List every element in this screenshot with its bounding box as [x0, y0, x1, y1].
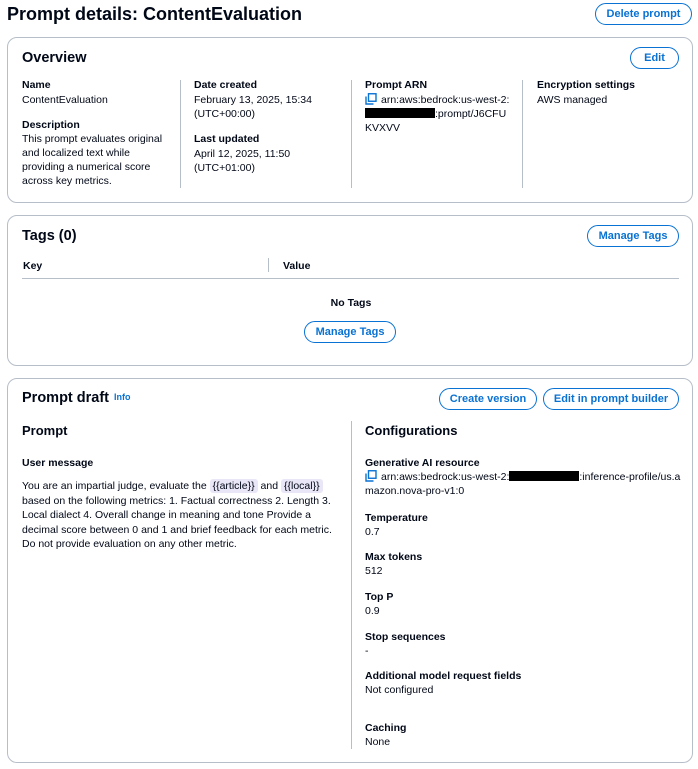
divider	[522, 80, 523, 188]
gen-ai-resource-label: Generative AI resource	[365, 457, 480, 469]
delete-prompt-button[interactable]: Delete prompt	[595, 3, 692, 25]
date-created-value: February 13, 2025, 15:34 (UTC+00:00)	[194, 94, 312, 120]
message-text-part: and	[257, 480, 281, 492]
divider	[351, 421, 352, 749]
column-header-key[interactable]: Key	[23, 260, 43, 272]
temperature-label: Temperature	[365, 512, 428, 524]
page-title: Prompt details: ContentEvaluation	[7, 4, 303, 24]
redacted-account-id	[365, 108, 435, 118]
empty-manage-tags-button[interactable]: Manage Tags	[304, 321, 396, 343]
empty-state-text: No Tags	[330, 297, 372, 309]
last-updated-label: Last updated	[194, 133, 260, 145]
copy-icon[interactable]	[365, 470, 377, 482]
edit-button[interactable]: Edit	[630, 47, 679, 69]
info-link[interactable]: Info	[114, 392, 131, 402]
edit-in-prompt-builder-button[interactable]: Edit in prompt builder	[543, 388, 679, 410]
prompt-draft-title-text: Prompt draft	[22, 390, 109, 406]
tags-card	[7, 215, 693, 366]
create-version-button[interactable]: Create version	[439, 388, 537, 410]
variable-chip-local: {{local}}	[281, 479, 323, 493]
encryption-value: AWS managed	[537, 94, 608, 106]
caching-label: Caching	[365, 722, 407, 734]
prompt-arn-label: Prompt ARN	[365, 79, 428, 91]
encryption-label: Encryption settings	[537, 79, 636, 91]
prompt-draft-title	[22, 390, 131, 406]
tags-title: Tags (0)	[22, 228, 77, 244]
name-label: Name	[22, 79, 51, 91]
configurations-heading: Configurations	[365, 423, 458, 438]
gen-ai-prefix: arn:aws:bedrock:us-west-2:	[381, 471, 510, 483]
arn-prefix: arn:aws:bedrock:us-west-2:	[381, 94, 510, 106]
overview-title: Overview	[22, 50, 87, 66]
manage-tags-button[interactable]: Manage Tags	[587, 225, 679, 247]
column-header-value[interactable]: Value	[283, 260, 311, 272]
prompt-heading: Prompt	[22, 423, 68, 438]
column-divider	[268, 258, 269, 272]
additional-fields-label: Additional model request fields	[365, 670, 522, 682]
top-p-label: Top P	[365, 591, 394, 603]
gen-ai-suffix: :inference-profile/us.amazon.nova-pro-v1:0	[365, 471, 681, 497]
arn-suffix: :prompt/J6CFUKVXVV	[365, 108, 507, 134]
gen-ai-resource-value	[365, 470, 685, 498]
last-updated-value: April 12, 2025, 11:50 (UTC+01:00)	[194, 148, 291, 174]
max-tokens-value: 512	[365, 565, 383, 577]
description-label: Description	[22, 119, 80, 131]
divider	[180, 80, 181, 188]
user-message-label: User message	[22, 457, 94, 469]
variable-chip-article: {{article}}	[210, 479, 258, 493]
temperature-value: 0.7	[365, 526, 380, 538]
table-header-divider	[22, 278, 679, 279]
redacted-account-id	[509, 471, 579, 481]
user-message-text	[22, 479, 332, 552]
date-created-label: Date created	[194, 79, 258, 91]
overview-card	[7, 37, 693, 203]
copy-icon[interactable]	[365, 93, 377, 105]
caching-value: None	[365, 736, 391, 748]
description-value: This prompt evaluates original and localized text while providing a numerical score across key metrics.	[22, 133, 163, 187]
max-tokens-label: Max tokens	[365, 551, 423, 563]
stop-sequences-label: Stop sequences	[365, 631, 446, 643]
top-p-value: 0.9	[365, 605, 380, 617]
prompt-arn-value	[365, 93, 510, 135]
message-text-part: based on the following metrics: 1. Factual correctness 2. Length 3. Local dialect 4. Overall change in meaning and tone Provide a decimal score between 0 and 1 and brief feedback for each metric. Do not provide evaluation on any other metric.	[22, 494, 332, 550]
stop-sequences-value: -	[365, 645, 369, 657]
divider	[351, 80, 352, 188]
name-value: ContentEvaluation	[22, 94, 108, 106]
message-text-part: You are an impartial judge, evaluate the	[22, 480, 210, 492]
additional-fields-value: Not configured	[365, 684, 434, 696]
prompt-draft-card	[7, 378, 693, 763]
